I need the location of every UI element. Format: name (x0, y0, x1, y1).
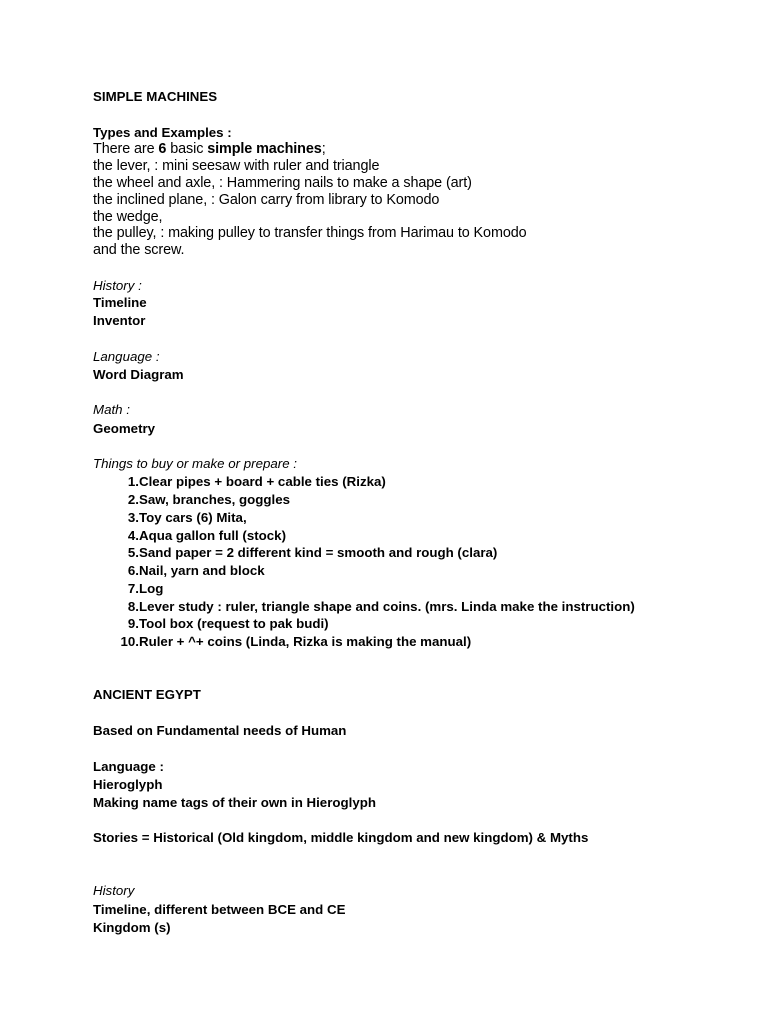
math-item: Geometry (93, 421, 156, 436)
based-on-line: Based on Fundamental needs of Human (93, 723, 347, 738)
list-text: Saw, branches, goggles (139, 492, 290, 507)
intro-bold: simple machines (207, 141, 322, 157)
type-line: the wheel and axle, : Hammering nails to make a shape (art) (93, 175, 472, 191)
history-item: Inventor (93, 313, 146, 328)
list-item (114, 509, 247, 527)
list-item (114, 580, 164, 598)
stories-line: Stories = Historical (Old kingdom, middle kingdom and new kingdom) & Myths (93, 830, 589, 845)
history-item: Timeline (93, 295, 147, 310)
type-line: the wedge, (93, 209, 163, 225)
types-intro-line (93, 141, 326, 158)
type-line: the pulley, : making pulley to transfer things from Harimau to Komodo (93, 225, 527, 241)
section-title-simple-machines: SIMPLE MACHINES (93, 89, 218, 104)
egypt-language-item: Hieroglyph (93, 777, 163, 792)
list-text: Aqua gallon full (stock) (139, 528, 287, 543)
list-number: 9. (127, 616, 139, 631)
intro-pre: There are (93, 141, 159, 157)
list-text: Tool box (request to pak budi) (139, 616, 329, 631)
list-item (114, 562, 265, 580)
list-number: 4. (127, 528, 139, 543)
language-heading: Language : (93, 349, 160, 364)
list-text: Sand paper = 2 different kind = smooth and rough (clara) (139, 545, 498, 560)
list-item (114, 491, 290, 509)
list-number: 6. (127, 563, 139, 578)
type-line: and the screw. (93, 242, 185, 258)
intro-post: ; (321, 141, 326, 157)
list-number: 8. (127, 599, 139, 614)
list-number: 10. (120, 634, 139, 649)
list-text: Log (139, 581, 164, 596)
list-number: 5. (127, 545, 139, 560)
list-number: 3. (127, 510, 139, 525)
egypt-language-heading: Language : (93, 759, 164, 774)
egypt-language-item: Making name tags of their own in Hieroglyph (93, 795, 376, 810)
list-item (114, 633, 472, 651)
list-text: Nail, yarn and block (139, 563, 265, 578)
list-text: Toy cars (6) Mita, (139, 510, 247, 525)
list-text: Ruler + ^+ coins (Linda, Rizka is making the manual) (139, 634, 472, 649)
egypt-history-item: Kingdom (s) (93, 920, 171, 935)
history-heading: History : (93, 278, 142, 293)
list-number: 7. (127, 581, 139, 596)
section-title-ancient-egypt: ANCIENT EGYPT (93, 687, 201, 702)
egypt-history-heading: History (93, 883, 135, 898)
type-line: the lever, : mini seesaw with ruler and triangle (93, 158, 380, 174)
list-item (114, 473, 386, 491)
list-text: Clear pipes + board + cable ties (Rizka) (139, 474, 386, 489)
list-number: 2. (127, 492, 139, 507)
egypt-history-item: Timeline, different between BCE and CE (93, 902, 346, 917)
math-heading: Math : (93, 402, 130, 417)
list-text: Lever study : ruler, triangle shape and coins. (mrs. Linda make the instruction) (139, 599, 635, 614)
intro-mid: basic (166, 141, 208, 157)
intro-six: 6 (158, 141, 167, 157)
list-item (114, 527, 287, 545)
types-heading: Types and Examples : (93, 125, 232, 140)
list-item (114, 544, 498, 562)
things-heading: Things to buy or make or prepare : (93, 456, 297, 471)
language-item: Word Diagram (93, 367, 184, 382)
list-number: 1. (127, 474, 139, 489)
list-item (114, 598, 635, 616)
list-item (114, 615, 329, 633)
type-line: the inclined plane, : Galon carry from library to Komodo (93, 192, 440, 208)
